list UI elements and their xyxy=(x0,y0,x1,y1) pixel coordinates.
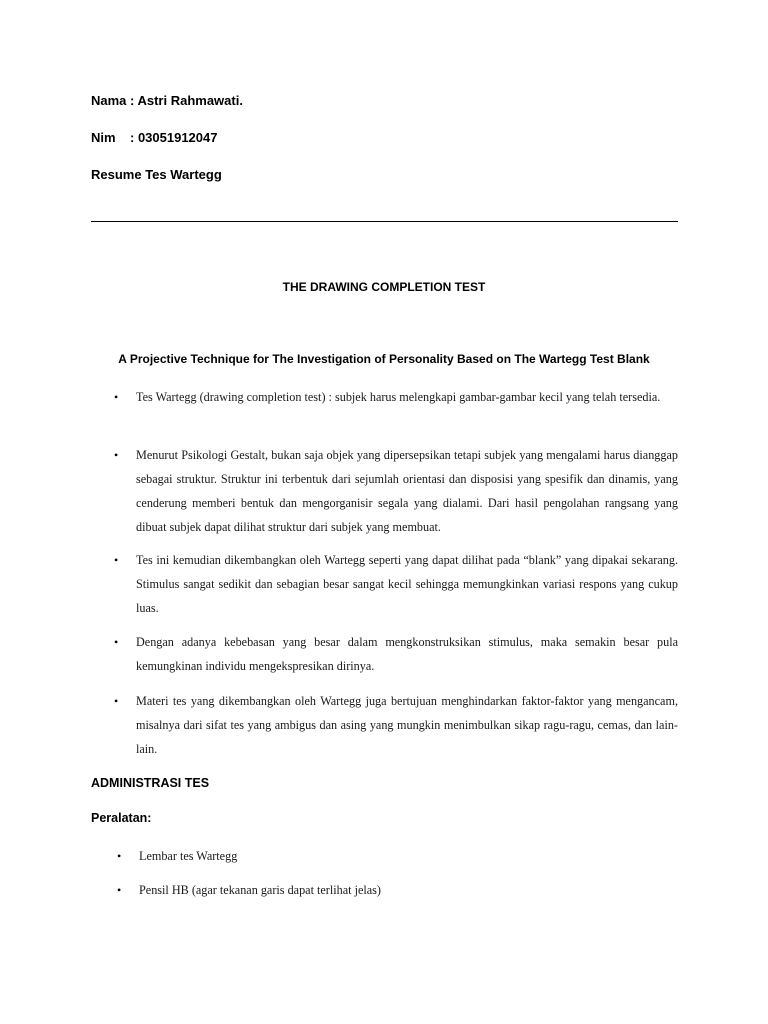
equipment-item: Pensil HB (agar tekanan garis dapat terlihat jelas) xyxy=(139,883,381,897)
bullet-icon: • xyxy=(117,849,122,863)
section-heading: ADMINISTRASI TES xyxy=(91,776,210,790)
bullet-icon: • xyxy=(117,883,122,897)
bullet-icon: • xyxy=(114,448,119,462)
bullet-point-text: Tes Wartegg (drawing completion test) : subjek harus melengkapi gambar-gambar kecil yang telah tersedia. xyxy=(136,390,661,404)
bullet-icon: • xyxy=(114,635,119,649)
bullet-point-text: Menurut Psikologi Gestalt, bukan saja objek yang dipersepsikan tetapi subjek yang mengalami harus dianggap sebagai struktur. Struktur ini terbentuk dari sejumlah orientasi dan disposisi yang spesifik dan dinamis, yang cenderung memberi bentuk dan mengorganisir segala yang dialami. Dari hasil pengolahan rangsang yang dibuat subjek dapat dilihat struktur dari subjek yang membuat. xyxy=(136,448,678,534)
document-title: THE DRAWING COMPLETION TEST xyxy=(282,280,486,294)
student-nim: Nim : 03051912047 xyxy=(91,130,218,145)
bullet-icon: • xyxy=(114,694,119,708)
equipment-item: Lembar tes Wartegg xyxy=(139,849,238,863)
bullet-icon: • xyxy=(114,553,119,567)
document-subject: Resume Tes Wartegg xyxy=(91,167,222,182)
horizontal-divider xyxy=(91,221,678,222)
bullet-point-text: Dengan adanya kebebasan yang besar dalam mengkonstruksikan stimulus, maka semakin besar pula kemungkinan individu mengekspresikan dirinya. xyxy=(136,635,678,673)
document-subtitle: A Projective Technique for The Investigation of Personality Based on The Wartegg Test Blank xyxy=(118,352,650,366)
bullet-point-text: Materi tes yang dikembangkan oleh Wartegg juga bertujuan menghindarkan faktor-faktor yang mengancam, misalnya dari sifat tes yang ambigus dan asing yang mungkin menimbulkan sikap ragu-ragu, cemas, dan lain-lain. xyxy=(136,694,678,756)
equipment-heading: Peralatan: xyxy=(91,811,152,825)
student-name: Nama : Astri Rahmawati. xyxy=(91,93,243,108)
bullet-icon: • xyxy=(114,390,119,404)
bullet-point-text: Tes ini kemudian dikembangkan oleh Wartegg seperti yang dapat dilihat pada “blank” yang dipakai sekarang. Stimulus sangat sedikit dan sebagian besar sangat kecil sehingga memungkinkan variasi respons yang cukup luas. xyxy=(136,553,678,615)
